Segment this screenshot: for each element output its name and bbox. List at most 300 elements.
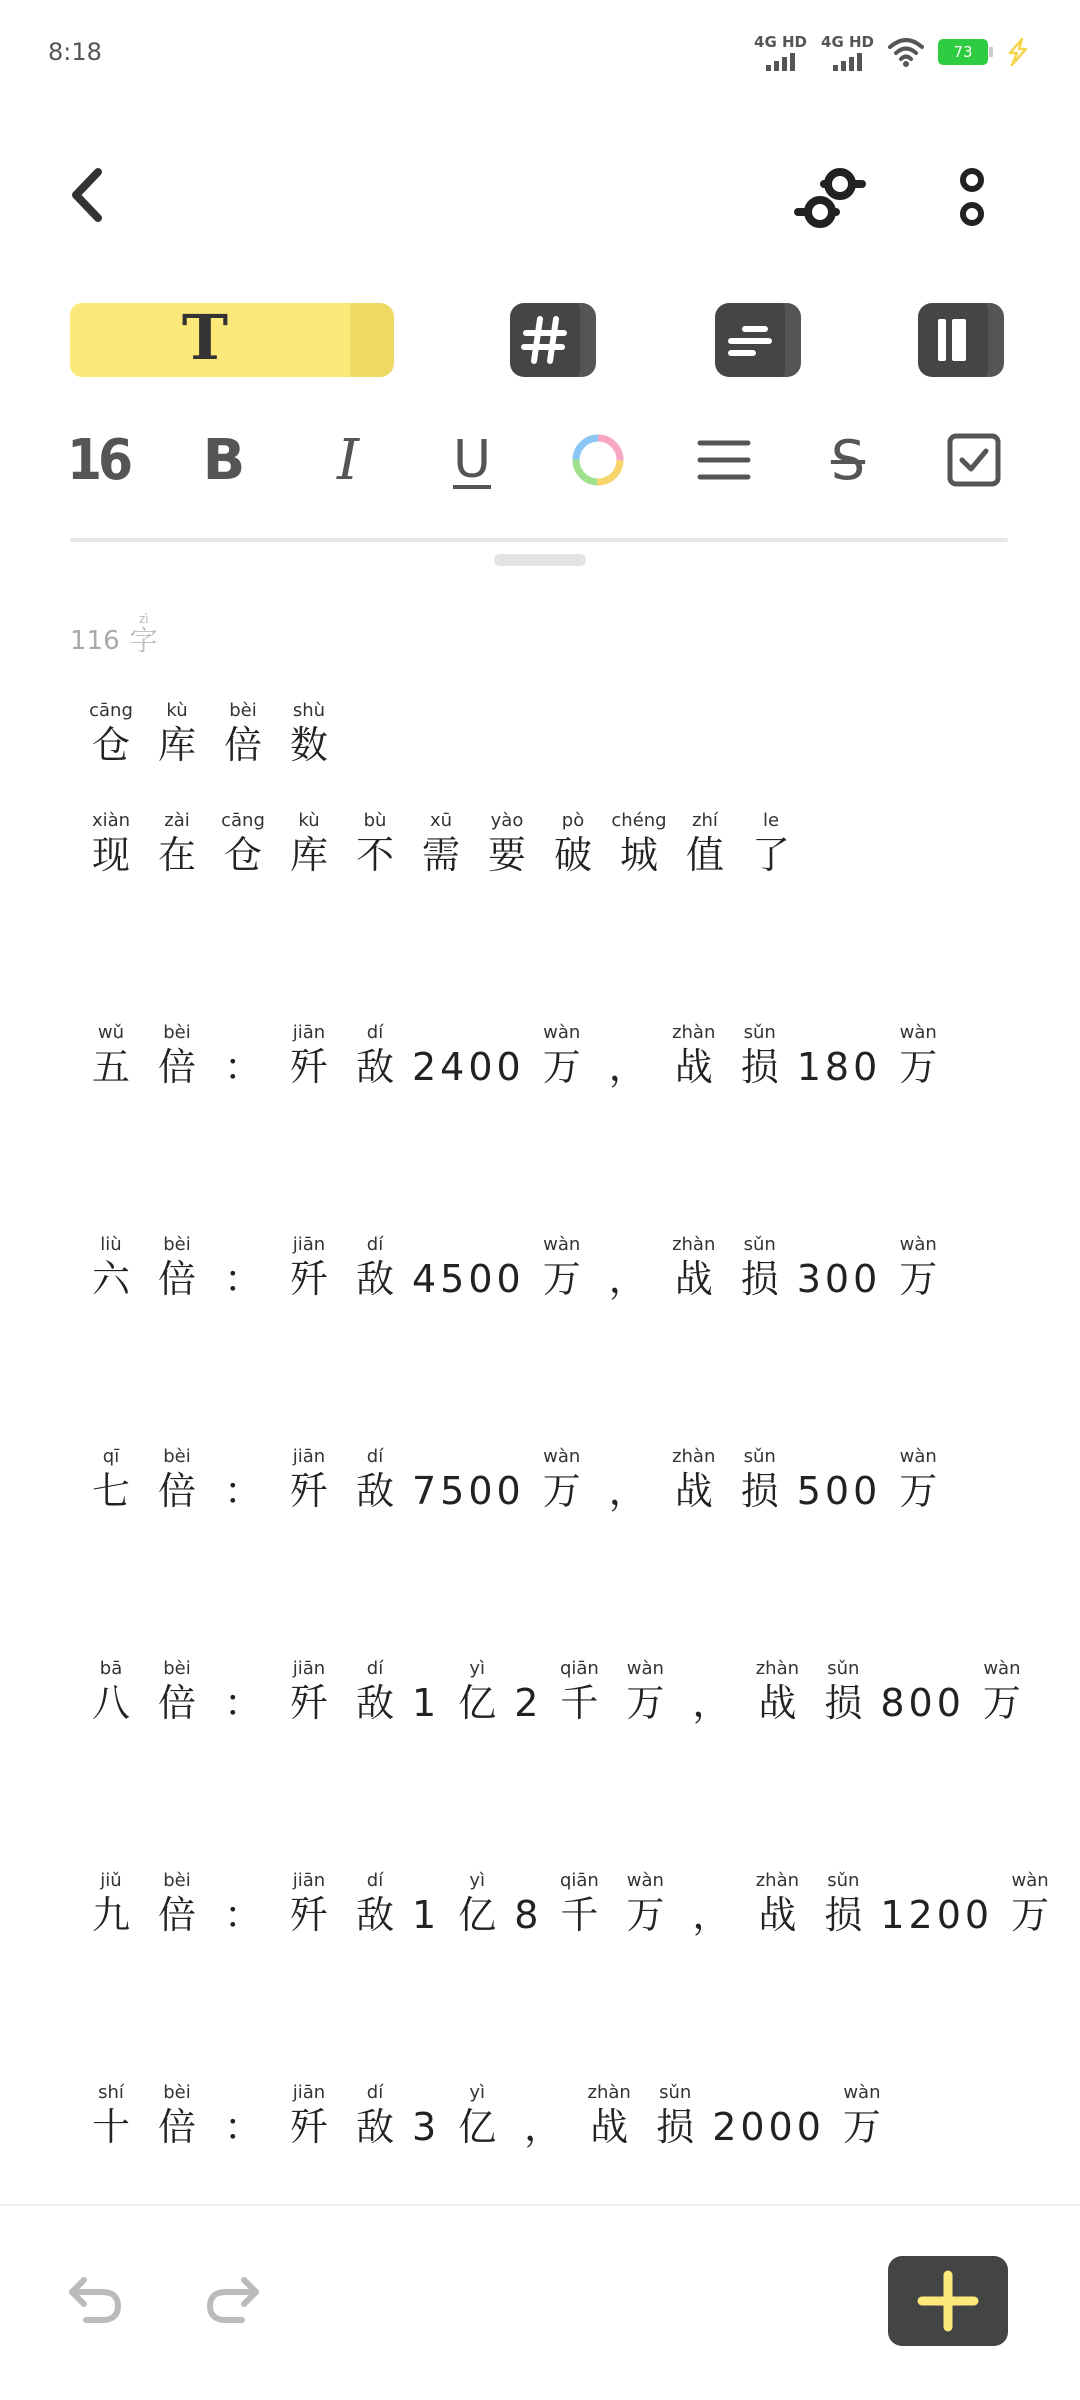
ruby-char — [78, 1446, 144, 1514]
ruby-char — [642, 2082, 708, 2150]
tab-tags[interactable] — [510, 295, 600, 385]
ruby-char — [210, 1446, 276, 1514]
ruby-char — [529, 1234, 595, 1302]
pinyin: wàn — [543, 1446, 581, 1467]
hanzi: 2 — [514, 1681, 543, 1725]
ruby-char — [144, 1658, 210, 1726]
hanzi: 歼 — [289, 1045, 328, 1089]
hanzi: 7500 — [412, 1469, 525, 1513]
hanzi: 万 — [842, 2105, 881, 2149]
number-token — [408, 1658, 444, 1726]
align-justify-icon — [696, 435, 752, 485]
number-token — [793, 1446, 886, 1514]
hanzi: 500 — [796, 1469, 882, 1513]
pinyin: yào — [490, 810, 524, 831]
pinyin: wàn — [626, 1658, 664, 1679]
text-line — [78, 1022, 951, 1090]
pinyin: zhàn — [587, 2082, 631, 2103]
number-token — [510, 1658, 546, 1726]
number-token — [408, 1234, 529, 1302]
pinyin: shí — [98, 2082, 124, 2103]
status-time: 8:18 — [48, 38, 102, 66]
hanzi: ： — [223, 1257, 262, 1301]
hanzi: 万 — [1011, 1893, 1050, 1937]
number-token — [793, 1022, 886, 1090]
hanzi: 九 — [91, 1893, 130, 1937]
ruby-char — [78, 1234, 144, 1302]
text-line — [78, 1870, 1063, 1938]
pinyin: bā — [99, 1658, 123, 1679]
ruby-char — [144, 1022, 210, 1090]
ruby-char — [444, 2082, 510, 2150]
pinyin: cāng — [89, 700, 133, 721]
hanzi: ， — [524, 2105, 563, 2149]
hanzi: 倍 — [157, 1257, 196, 1301]
number-token — [510, 1870, 546, 1938]
ruby-char — [276, 700, 342, 768]
hanzi: 值 — [685, 833, 724, 877]
status-icons — [754, 30, 1032, 74]
hanzi: 战 — [758, 1893, 797, 1937]
app-header — [0, 140, 1080, 250]
ruby-char — [595, 1234, 661, 1302]
text-line — [78, 1658, 1035, 1726]
cellular-signal-icon — [754, 34, 807, 71]
pinyin: dí — [366, 1446, 384, 1467]
underline-button[interactable] — [432, 420, 512, 500]
ruby-char — [885, 1234, 951, 1302]
ruby-char — [144, 700, 210, 768]
ruby-char — [595, 1022, 661, 1090]
pinyin: sǔn — [659, 2082, 692, 2103]
ruby-char — [342, 1446, 408, 1514]
ruby-char — [276, 1022, 342, 1090]
ruby-char — [210, 2082, 276, 2150]
pinyin: wàn — [626, 1870, 664, 1891]
ruby-char — [444, 1658, 510, 1726]
ruby-char — [738, 810, 804, 878]
hanzi: 1 — [412, 1681, 441, 1725]
hanzi: 损 — [740, 1257, 779, 1301]
ruby-char — [678, 1870, 744, 1938]
hanzi: ： — [223, 1893, 262, 1937]
hanzi: 战 — [590, 2105, 629, 2149]
ruby-char — [78, 2082, 144, 2150]
hanzi: 破 — [553, 833, 592, 877]
word-count-unit-label: 字 — [129, 624, 158, 657]
pinyin: bèi — [163, 1658, 191, 1679]
ruby-char — [672, 810, 738, 878]
hanzi: 万 — [626, 1893, 665, 1937]
ruby-char — [210, 810, 276, 878]
ruby-char — [678, 1658, 744, 1726]
battery-indicator: 73 — [938, 39, 988, 65]
undo-icon — [64, 2266, 128, 2330]
ruby-char — [210, 1658, 276, 1726]
ruby-char — [210, 1870, 276, 1938]
hanzi: ， — [692, 1893, 731, 1937]
ruby-char — [78, 810, 144, 878]
word-count-unit — [130, 612, 158, 656]
ruby-char — [342, 1658, 408, 1726]
hashtag-icon — [510, 303, 580, 377]
hanzi: 敌 — [355, 1045, 394, 1089]
hanzi: 3 — [412, 2105, 441, 2149]
pinyin: jiān — [292, 1658, 326, 1679]
strikethrough-label: S — [830, 428, 866, 492]
ruby-char — [342, 810, 408, 878]
pinyin: dí — [366, 1234, 384, 1255]
align-button[interactable] — [684, 420, 764, 500]
hanzi: 倍 — [157, 2105, 196, 2149]
pinyin: jiān — [292, 1870, 326, 1891]
hanzi: 300 — [796, 1257, 882, 1301]
bottom-divider — [0, 2204, 1080, 2206]
hanzi: 万 — [542, 1257, 581, 1301]
pinyin: cāng — [221, 810, 265, 831]
ruby-char — [727, 1234, 793, 1302]
hanzi: 800 — [880, 1681, 965, 1725]
hanzi: 万 — [542, 1045, 581, 1089]
undo-button[interactable] — [64, 2266, 128, 2330]
hanzi: 十 — [91, 2105, 130, 2149]
text-line — [78, 810, 804, 878]
hanzi: 2000 — [712, 2105, 825, 2149]
ruby-char — [342, 1022, 408, 1090]
hanzi: 歼 — [289, 1257, 328, 1301]
ruby-char — [78, 1022, 144, 1090]
strikethrough-button[interactable] — [808, 420, 888, 500]
hanzi: 库 — [157, 723, 196, 767]
hanzi: 2400 — [412, 1045, 525, 1089]
pinyin: zhàn — [672, 1234, 716, 1255]
hanzi: 仓 — [223, 833, 262, 877]
formatting-toolbar — [0, 420, 1080, 500]
add-button[interactable] — [888, 2256, 1008, 2346]
pinyin: bèi — [163, 1022, 191, 1043]
ruby-char — [78, 1658, 144, 1726]
pinyin: bèi — [229, 700, 257, 721]
pinyin: qī — [102, 1446, 120, 1467]
pinyin: sǔn — [827, 1870, 860, 1891]
pinyin: wàn — [899, 1022, 937, 1043]
pinyin: shù — [292, 700, 326, 721]
hanzi: 战 — [674, 1045, 713, 1089]
ruby-char — [144, 2082, 210, 2150]
redo-icon — [200, 2266, 264, 2330]
hanzi: 敌 — [355, 2105, 394, 2149]
pinyin: zài — [164, 810, 190, 831]
ruby-char — [342, 1870, 408, 1938]
hanzi: 战 — [758, 1681, 797, 1725]
ruby-char — [474, 810, 540, 878]
pinyin: dí — [366, 2082, 384, 2103]
hanzi: 万 — [626, 1681, 665, 1725]
hanzi: ， — [692, 1681, 731, 1725]
ruby-char — [576, 2082, 642, 2150]
redo-button[interactable] — [200, 2266, 264, 2330]
ruby-char — [744, 1658, 810, 1726]
pinyin: jiān — [292, 1446, 326, 1467]
pinyin: sǔn — [743, 1446, 776, 1467]
layout-icon — [918, 303, 988, 377]
pinyin: sǔn — [827, 1658, 860, 1679]
hanzi: 万 — [899, 1045, 938, 1089]
pinyin: wàn — [543, 1022, 581, 1043]
text-format-icon: T — [181, 301, 229, 374]
hanzi: 亿 — [458, 1681, 497, 1725]
tab-text-format[interactable] — [70, 295, 395, 385]
hanzi: 六 — [91, 1257, 130, 1301]
ruby-char — [595, 1446, 661, 1514]
hanzi: 敌 — [355, 1681, 394, 1725]
pinyin: yì — [469, 1658, 486, 1679]
hanzi: 万 — [982, 1681, 1021, 1725]
more-options-button[interactable] — [942, 158, 1002, 238]
ruby-char — [969, 1658, 1035, 1726]
settings-button[interactable] — [790, 158, 870, 238]
text-line — [78, 1234, 951, 1302]
hanzi: 4500 — [412, 1257, 525, 1301]
charging-icon — [1002, 37, 1032, 67]
ruby-char — [144, 1446, 210, 1514]
pinyin: yì — [469, 2082, 486, 2103]
hanzi: 1 — [412, 1893, 441, 1937]
hanzi: 八 — [91, 1681, 130, 1725]
ruby-char — [661, 1446, 727, 1514]
pinyin: zhàn — [672, 1446, 716, 1467]
hanzi: 亿 — [458, 2105, 497, 2149]
hanzi: 五 — [91, 1045, 130, 1089]
ruby-char — [276, 1446, 342, 1514]
hanzi: 1200 — [880, 1893, 994, 1937]
hanzi: 倍 — [157, 1045, 196, 1089]
pinyin: wàn — [1011, 1870, 1049, 1891]
ruby-char — [606, 810, 672, 878]
pinyin: dí — [366, 1022, 384, 1043]
hanzi: 倍 — [223, 723, 262, 767]
text-line — [78, 1446, 951, 1514]
hanzi: 倍 — [157, 1681, 196, 1725]
pinyin: bèi — [163, 1870, 191, 1891]
hanzi: 歼 — [289, 1893, 328, 1937]
pinyin: zhí — [692, 810, 718, 831]
pinyin: wàn — [983, 1658, 1021, 1679]
chevron-left-icon — [60, 162, 120, 228]
pinyin: xiàn — [91, 810, 131, 831]
ruby-char — [144, 1234, 210, 1302]
more-vertical-icon — [942, 158, 1002, 238]
ruby-char — [546, 1658, 612, 1726]
pinyin: zhàn — [755, 1658, 800, 1679]
format-tabs — [0, 295, 1080, 385]
pinyin: liù — [100, 1234, 122, 1255]
ruby-char — [408, 810, 474, 878]
hanzi: 现 — [91, 833, 130, 877]
pinyin: wàn — [543, 1234, 581, 1255]
ruby-char — [727, 1022, 793, 1090]
number-token — [408, 1870, 444, 1938]
pinyin: qiān — [559, 1870, 599, 1891]
hanzi: 城 — [619, 833, 658, 877]
hanzi: 库 — [289, 833, 328, 877]
pinyin: jiǔ — [100, 1870, 122, 1891]
network-label: 4G HD — [821, 32, 874, 51]
ruby-char — [727, 1446, 793, 1514]
ruby-char — [540, 810, 606, 878]
ruby-char — [210, 1234, 276, 1302]
wifi-icon — [888, 37, 924, 67]
ruby-char — [529, 1446, 595, 1514]
ruby-char — [144, 1870, 210, 1938]
hanzi: 损 — [656, 2105, 695, 2149]
ruby-char — [661, 1234, 727, 1302]
italic-button[interactable]: I — [336, 427, 360, 493]
word-count — [70, 612, 158, 656]
hanzi: 倍 — [157, 1469, 196, 1513]
ruby-char — [276, 2082, 342, 2150]
hanzi: 倍 — [157, 1893, 196, 1937]
hanzi: 仓 — [91, 723, 130, 767]
ruby-char — [885, 1022, 951, 1090]
ruby-char — [885, 1446, 951, 1514]
pinyin: bèi — [163, 1446, 191, 1467]
number-token — [408, 1022, 529, 1090]
hanzi: 千 — [560, 1893, 599, 1937]
toolbar-divider — [70, 538, 1008, 542]
hanzi: 需 — [421, 833, 460, 877]
number-token — [408, 1446, 529, 1514]
hanzi: 歼 — [289, 1469, 328, 1513]
hanzi: ， — [608, 1469, 647, 1513]
ruby-char — [546, 1870, 612, 1938]
number-token — [876, 1658, 969, 1726]
hanzi: 损 — [740, 1045, 779, 1089]
ruby-char — [342, 2082, 408, 2150]
hanzi: 敌 — [355, 1893, 394, 1937]
pinyin: le — [762, 810, 780, 831]
pinyin: sǔn — [743, 1234, 776, 1255]
pinyin: bù — [363, 810, 387, 831]
ruby-char — [810, 1870, 876, 1938]
pinyin: chéng — [611, 810, 667, 831]
hanzi: 战 — [674, 1469, 713, 1513]
underline-label: U — [452, 430, 492, 490]
hanzi: 万 — [899, 1257, 938, 1301]
hanzi: 敌 — [355, 1257, 394, 1301]
ruby-char — [78, 1870, 144, 1938]
ruby-char — [276, 1870, 342, 1938]
ruby-char — [661, 1022, 727, 1090]
number-token — [708, 2082, 829, 2150]
pinyin: bèi — [163, 1234, 191, 1255]
text-color-button[interactable] — [558, 420, 638, 500]
ruby-char — [276, 1658, 342, 1726]
pinyin: xū — [429, 810, 453, 831]
pinyin: sǔn — [743, 1022, 776, 1043]
text-line — [78, 2082, 895, 2150]
color-wheel-icon — [568, 430, 628, 490]
pinyin: bèi — [163, 2082, 191, 2103]
hanzi: 歼 — [289, 1681, 328, 1725]
hanzi: 万 — [542, 1469, 581, 1513]
status-bar — [0, 0, 1080, 100]
hanzi: 不 — [355, 833, 394, 877]
hanzi: 敌 — [355, 1469, 394, 1513]
hanzi: 千 — [560, 1681, 599, 1725]
checklist-button[interactable] — [934, 420, 1014, 500]
plus-icon — [916, 2269, 980, 2333]
number-token — [876, 1870, 997, 1938]
ruby-char — [144, 810, 210, 878]
hanzi: ， — [608, 1045, 647, 1089]
hanzi: 8 — [514, 1893, 543, 1937]
hanzi: 战 — [674, 1257, 713, 1301]
cellular-signal-icon — [821, 34, 874, 71]
hanzi: ： — [223, 1045, 262, 1089]
font-size-button[interactable]: 16 — [66, 427, 130, 493]
hanzi: 180 — [796, 1045, 882, 1089]
number-token — [408, 2082, 444, 2150]
pinyin: zhàn — [755, 1870, 800, 1891]
pinyin: wàn — [899, 1234, 937, 1255]
hanzi: ： — [223, 1469, 262, 1513]
checkbox-icon — [946, 432, 1002, 488]
ruby-char — [276, 810, 342, 878]
ruby-char — [612, 1870, 678, 1938]
hanzi: 损 — [740, 1469, 779, 1513]
paragraph-icon — [715, 303, 785, 377]
drag-handle[interactable] — [494, 554, 586, 566]
bold-button[interactable]: B — [202, 427, 246, 493]
hanzi: 损 — [824, 1893, 863, 1937]
ruby-char — [997, 1870, 1063, 1938]
pinyin: wàn — [843, 2082, 881, 2103]
text-line — [78, 700, 342, 768]
ruby-char — [444, 1870, 510, 1938]
ruby-char — [342, 1234, 408, 1302]
tab-layout[interactable] — [918, 295, 1008, 385]
hanzi: 了 — [751, 833, 790, 877]
pinyin: wǔ — [97, 1022, 125, 1043]
pinyin: jiān — [292, 1022, 326, 1043]
pinyin: pò — [561, 810, 585, 831]
pinyin: dí — [366, 1658, 384, 1679]
hanzi: 损 — [824, 1681, 863, 1725]
hanzi: 亿 — [458, 1893, 497, 1937]
ruby-char — [210, 700, 276, 768]
ruby-char — [210, 1022, 276, 1090]
hanzi: 七 — [91, 1469, 130, 1513]
pinyin: kù — [298, 810, 320, 831]
ruby-char — [612, 1658, 678, 1726]
hanzi: 数 — [289, 723, 328, 767]
network-label: 4G HD — [754, 32, 808, 51]
number-token — [793, 1234, 886, 1302]
ruby-char — [78, 700, 144, 768]
sliders-icon — [790, 158, 870, 238]
pinyin: dí — [366, 1870, 384, 1891]
ruby-char — [510, 2082, 576, 2150]
word-count-unit-pinyin: zì — [138, 612, 149, 626]
tab-paragraph[interactable] — [715, 295, 805, 385]
hanzi: 要 — [487, 833, 526, 877]
back-button[interactable] — [60, 162, 120, 228]
pinyin: kù — [166, 700, 188, 721]
pinyin: yì — [469, 1870, 486, 1891]
hanzi: ： — [223, 1681, 262, 1725]
hanzi: ： — [223, 2105, 262, 2149]
